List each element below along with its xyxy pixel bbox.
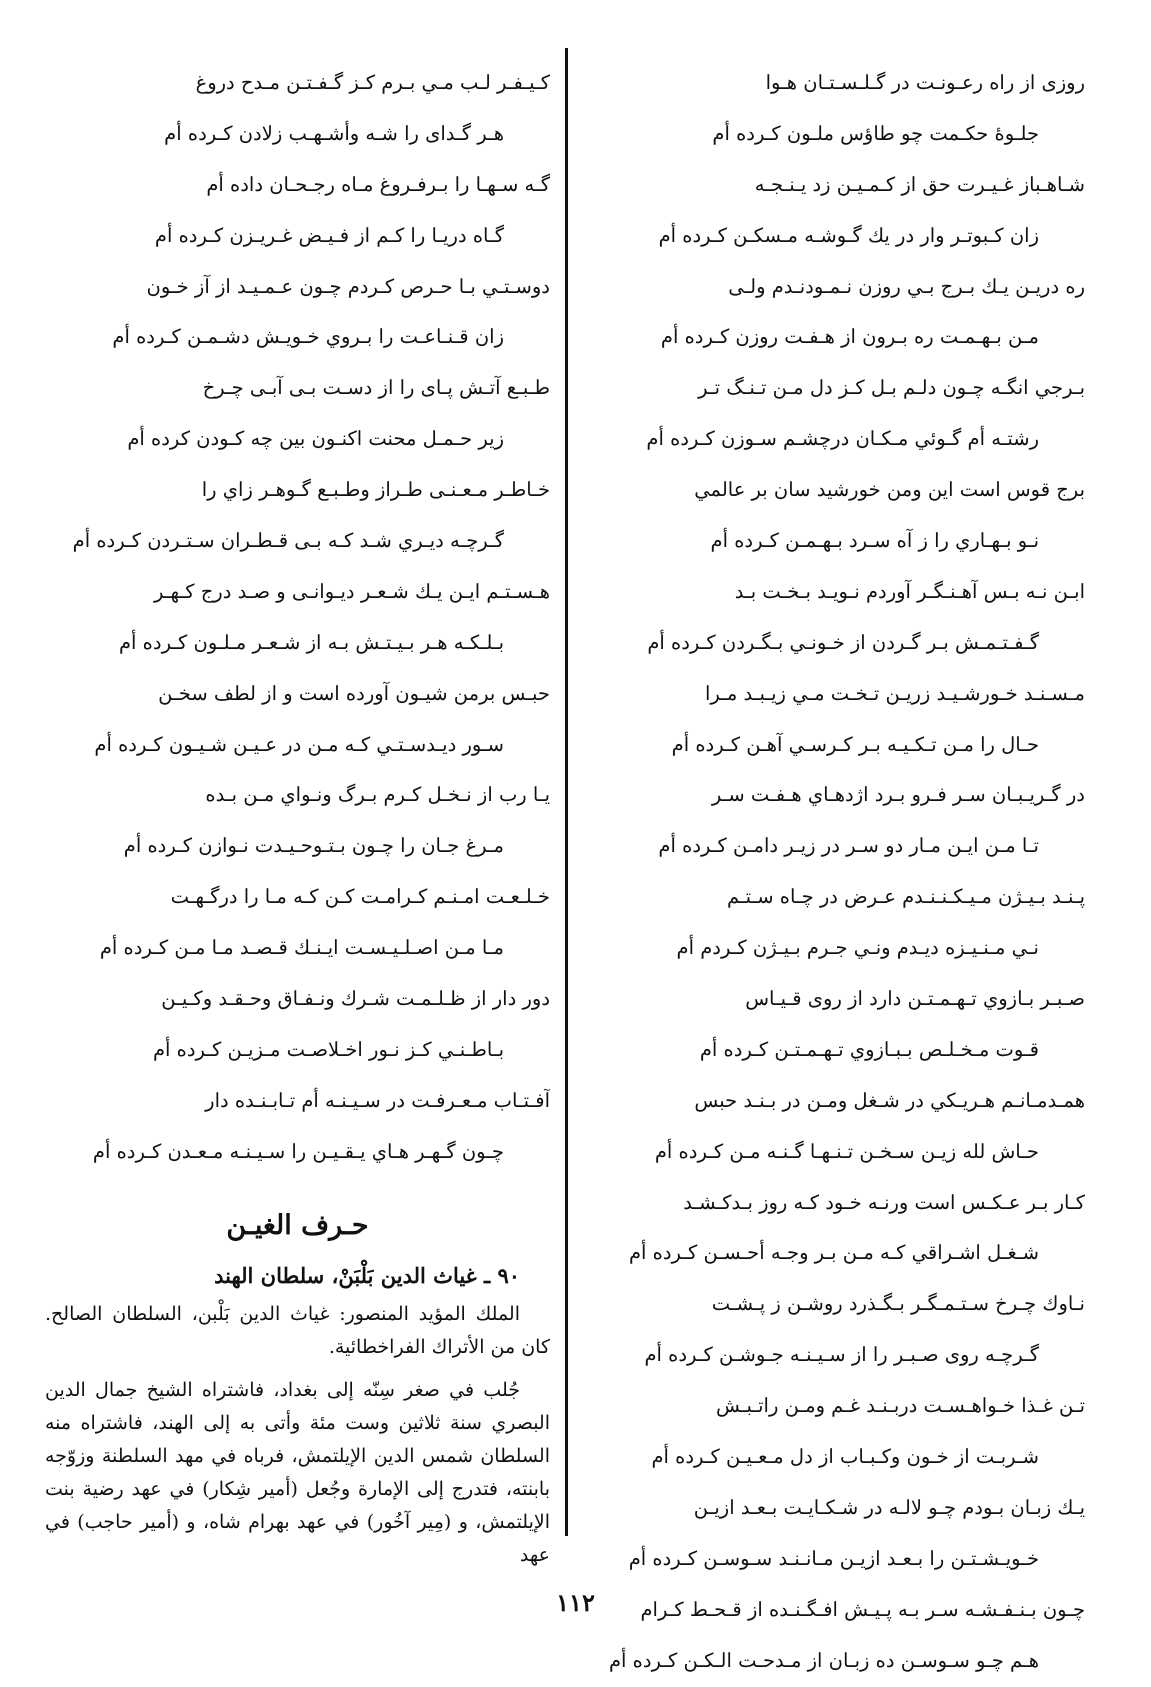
- verse-line: صـبـر بـازوي تـهـمـتـن دارد از روى قـيـاس: [745, 987, 1085, 1011]
- verse-line: يـا رب از نـخـل كـرم بـرگ ونـواي مـن بـده: [205, 783, 550, 807]
- verse-line: تـن غـذا خـواهـسـت دربـنـد غـم ومـن راتـبـش: [715, 1394, 1085, 1418]
- verse-line: گـرچـه ديـري شـد كـه بـى قـطـران سـتـردن كـرده أم: [72, 529, 504, 553]
- verse-line: شـغـل اشـراقي كـه مـن بـر وجـه أحـسـن كـرده أم: [628, 1241, 1039, 1265]
- verse-line: برج قوس است اين ومن خورشيد سان بر عالمي: [694, 478, 1085, 502]
- verse-line: هـسـتـم ايـن يـك شـعـر ديـوانـى و صـد درج كـهـر: [154, 579, 550, 603]
- entry-heading: ٩٠ ـ غياث الدين بَلْبَنْ، سلطان الهند: [214, 1262, 520, 1288]
- verse-line: مـسـنـد خـورشـيـد زريـن تـخـت مـي زيـبـد مـرا: [705, 681, 1085, 705]
- verse-line: دور دار از ظـلـمـت شـرك ونـفـاق وحـقـد وكـيـن: [161, 987, 550, 1011]
- verse-line: يـك زبـان بـودم چـو لالـه در شـكـايـت بـعـد ازيـن: [693, 1495, 1085, 1519]
- verse-line: سـور ديـدسـتـي كـه مـن در عـيـن شـيـون كـرده أم: [94, 732, 504, 756]
- verse-line: خـاطـر مـعـنـى طـراز وطـبـع گـوهـر زاي را: [201, 478, 550, 502]
- verse-line: چـون بـنـفـشـه سـر بـه پـيـش افـگـنـده از قـحـط كـرام: [640, 1597, 1085, 1621]
- verse-line: قـوت مـخـلـص بـبـازوي تـهـمـتـن كـرده أم: [699, 1037, 1039, 1061]
- verse-line: خـويـشـتـن را بـعـد ازيـن مـانـنـد سـوسـن كـرده أم: [628, 1546, 1039, 1570]
- verse-line: پـنـد بـيـژن مـيـكـنـنـدم عـرض در چـاه سـتـم: [726, 885, 1085, 909]
- verse-line: هـم چـو سـوسـن ده زبـان از مـدحـت الـكـن كـرده أم: [608, 1648, 1039, 1672]
- verse-line: حـال را مـن تـكـيـه بـر كـرسـي آهـن كـرده أم: [671, 732, 1039, 756]
- verse-line: كـار بـر عـكـس است ورنـه خـود كـه روز بـدكـشـد: [683, 1190, 1085, 1214]
- right-poem-column: [585, 58, 1085, 1687]
- verse-line: چـون گـهـر هـاي يـقـيـن را سـيـنـه مـعـدن كـرده أم: [92, 1139, 504, 1163]
- section-heading: حـرف الغيـن: [226, 1209, 369, 1241]
- verse-line: هـر گـداى را شـه وأشـهـب زلادن كـرده أم: [164, 121, 504, 145]
- verse-line: گـفـتـمـش بـر گـردن از خـونـي بـگـردن كـرده أم: [647, 630, 1039, 654]
- verse-line: مـا مـن اصـلـيـسـت ايـنـك قـصـد مـا مـن كـرده أم: [99, 936, 504, 960]
- verse-line: شـربـت از خـون وكـبـاب از دل مـعـيـن كـرده أم: [651, 1445, 1039, 1469]
- verse-line: مـن بـهـمـت ره بـرون از هـفـت روزن كـرده أم: [660, 325, 1039, 349]
- entry-paragraph: جُلب في صغر سِنّه إلى بغداد، فاشتراه الشيخ جمال الدين البصري سنة ثلاثين وست مئة وأتى به إلى الهند، فاشتراه منه السلطان شمس الدين الإيلتمش، فرباه في مهد السلطنة وزوّجه بابنته، فتدرج إلى الإمارة وجُعل (أمير شِكار) في عهد رضية بنت الإيلتمش، و (مِير آخُور) في عهد بهرام شاه، و (أمير حاجب) في عهد: [45, 1378, 550, 1566]
- verse-line: بـاطـنـي كـز نـور اخـلاصـت مـزيـن كـرده أم: [152, 1037, 504, 1061]
- verse-line: آفـتـاب مـعـرفـت در سـيـنـه أم تـابـنـده دار: [205, 1088, 550, 1112]
- verse-line: كـيـفـر لـب مـي بـرم كـز گـفـتـن مـدح دروغ: [195, 71, 550, 94]
- column-divider: [565, 48, 568, 1536]
- left-column: [45, 58, 550, 1582]
- verse-line: نـي مـنـيـزه ديـدم ونـي جـرم بـيـژن كـردم أم: [676, 936, 1039, 960]
- verse-line: گـرچـه روى صـبـر را از سـيـنـه جـوشـن كـرده أم: [644, 1343, 1039, 1367]
- verse-line: نـو بـهـاري را ز آه سـرد بـهـمـن كـرده أم: [710, 529, 1039, 553]
- verse-line: گـاه دريـا را كـم از فـيـض غـريـزن كـرده أم: [154, 223, 504, 247]
- verse-line: در گـريـبـان سـر فـرو بـرد اژدهـاي هـفـت سـر: [711, 783, 1085, 807]
- verse-line: تـا مـن ايـن مـار دو سـر در زيـر دامـن كـرده أم: [658, 834, 1039, 858]
- verse-line: زان قـنـاعـت را بـروي خـويـش دشـمـن كـرده أم: [112, 325, 504, 349]
- page-number: ١١٢: [556, 1588, 595, 1617]
- verse-line: ابـن نـه بـس آهـنـگـر آوردم نـويـد بـخـت بـد: [734, 579, 1085, 603]
- verse-line: ره دريـن يـك بـرج بـي روزن نـمـودنـدم ولـى: [728, 274, 1085, 298]
- verse-line: گـه سـهـا را بـرفـروغ مـاه رجـحـان داده أم: [206, 172, 550, 196]
- verse-line: مـرغ جـان را چـون بـتـوحـيـدت نـوازن كـرده أم: [123, 834, 504, 858]
- verse-line: رشتـه أم گـوئي مـكـان درچشـم سـوزن كـرده أم: [646, 427, 1039, 451]
- verse-line: جلـوهٔ حكـمت چو طاؤس ملـون كـرده أم: [712, 121, 1039, 145]
- verse-line: طـبـع آتـش پـاى را از دسـت بـى آبـى چـرخ: [202, 376, 550, 400]
- verse-line: زير حـمـل محنت اكنـون بين چه كـودن كرده أم: [127, 427, 504, 451]
- verse-line: نـاوك چـرخ سـتـمـگـر بـگـذرد روشـن ز پـشـت: [711, 1292, 1085, 1316]
- verse-line: بـرجي انگـه چـون دلـم بـل كـز دل مـن تـنـگ تـر: [698, 376, 1085, 400]
- verse-line: زان كـبوتـر وار در يك گـوشـه مـسكـن كـرده أم: [658, 223, 1039, 247]
- verse-line: حـاش لله زيـن سـخـن تـنـهـا گـنـه مـن كـرده أم: [654, 1139, 1039, 1163]
- verse-line: شـاهـباز غـيـرت حق از كـمـيـن زد يـنـجـه: [754, 172, 1085, 196]
- verse-line: حبـس برمن شيـون آورده است و از لطف سخـن: [158, 681, 550, 705]
- verse-line: بـلـكـه هـر بـيـتـش بـه از شـعـر مـلـون كـرده أم: [118, 630, 504, 654]
- verse-line: دوسـتـي بـا حـرص كـردم چـون عـمـيـد از آز خـون: [146, 274, 550, 298]
- verse-line: خـلـعـت امـنـم كـرامـت كـن كـه مـا را درگـهـت: [170, 885, 550, 909]
- verse-line: روزی از راه رعـونـت در گـلـسـتـان هـوا: [765, 71, 1085, 94]
- verse-line: همـدمـانـم هـريـكي در شـغل ومـن در بـنـد حبس: [694, 1088, 1085, 1112]
- entry-paragraph: الملك المؤيد المنصور: غياث الدين بَلْبن، السلطان الصالح. كان من الأتراك الفراخطائية.: [45, 1302, 550, 1358]
